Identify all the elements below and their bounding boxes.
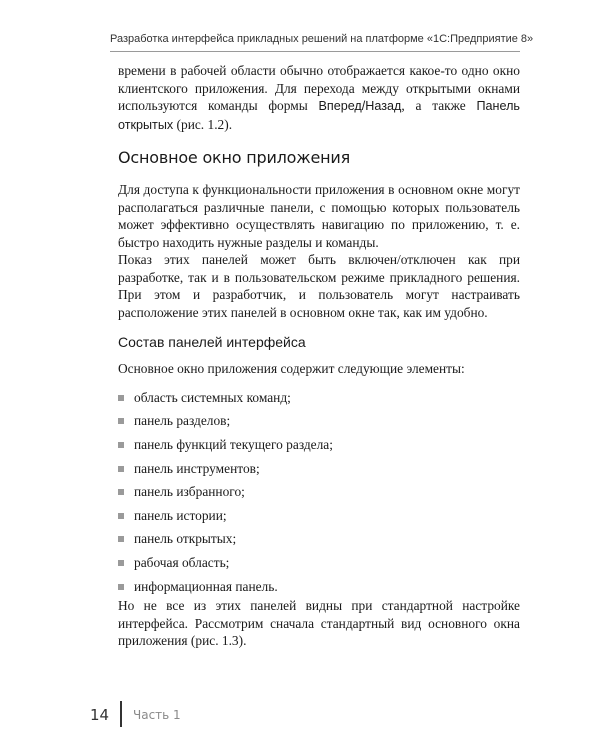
- intro-paragraph: [118, 62, 520, 134]
- paragraph-1: [118, 181, 520, 251]
- list-item: панель открытых;: [118, 528, 520, 552]
- list-intro-text: Основное окно приложения содержит следующие элементы:: [118, 361, 465, 376]
- square-bullet-icon: [118, 466, 124, 472]
- outro-paragraph: [118, 597, 520, 650]
- square-bullet-icon: [118, 536, 124, 542]
- list-item: информационная панель.: [118, 575, 520, 599]
- running-head: Разработка интерфейса прикладных решений на платформе «1С:Предприятие 8»: [110, 33, 534, 45]
- square-bullet-icon: [118, 513, 124, 519]
- footer-divider: [120, 701, 122, 727]
- square-bullet-icon: [118, 395, 124, 401]
- list-item: панель инструментов;: [118, 457, 520, 481]
- square-bullet-icon: [118, 418, 124, 424]
- paragraph-2: [118, 251, 520, 321]
- list-item: панель избранного;: [118, 480, 520, 504]
- paragraph-2-text: Показ этих панелей может быть включен/отключен как при разработке, так и в пользовательском режиме прикладного решения. При этом и разработчик, и пользователь могут настраивать расположение этих панелей в основном окне так, как им удобно.: [118, 252, 520, 320]
- subsection-heading: Состав панелей интерфейса: [118, 334, 306, 350]
- intro-text-3: , а также: [401, 98, 477, 113]
- page-number: 14: [90, 706, 110, 724]
- list-item: панель истории;: [118, 504, 520, 528]
- list-item: панель разделов;: [118, 410, 520, 434]
- square-bullet-icon: [118, 489, 124, 495]
- part-label: Часть 1: [133, 708, 181, 722]
- intro-panel-name: Панель открытых: [118, 99, 520, 132]
- section-heading: Основное окно приложения: [118, 148, 351, 167]
- list-intro: [118, 360, 520, 378]
- paragraph-1-text: Для доступа к функциональности приложения в основном окне могут располагаться различные панели, с помощью которых пользователь может эффективно осуществлять навигацию по приложению, т. е. быстро находить нужные разделы и команды.: [118, 182, 520, 250]
- outro-text: Но не все из этих панелей видны при стандартной настройке интерфейса. Рассмотрим сначала стандартный вид основного окна приложения (рис. 1.3).: [118, 598, 520, 648]
- list-item: рабочая область;: [118, 551, 520, 575]
- square-bullet-icon: [118, 584, 124, 590]
- intro-text-5: (рис. 1.2).: [173, 116, 233, 132]
- intro-command-name: Вперед/Назад: [318, 99, 402, 113]
- list-item: панель функций текущего раздела;: [118, 433, 520, 457]
- square-bullet-icon: [118, 560, 124, 566]
- elements-list: [118, 386, 520, 598]
- square-bullet-icon: [118, 442, 124, 448]
- intro-text-1: времени в рабочей области обычно отображается какое-то одно окно клиентского приложения. Для перехода между открытыми окнами используются команды формы: [118, 63, 520, 113]
- header-rule: [110, 51, 520, 52]
- list-item: область системных команд;: [118, 386, 520, 410]
